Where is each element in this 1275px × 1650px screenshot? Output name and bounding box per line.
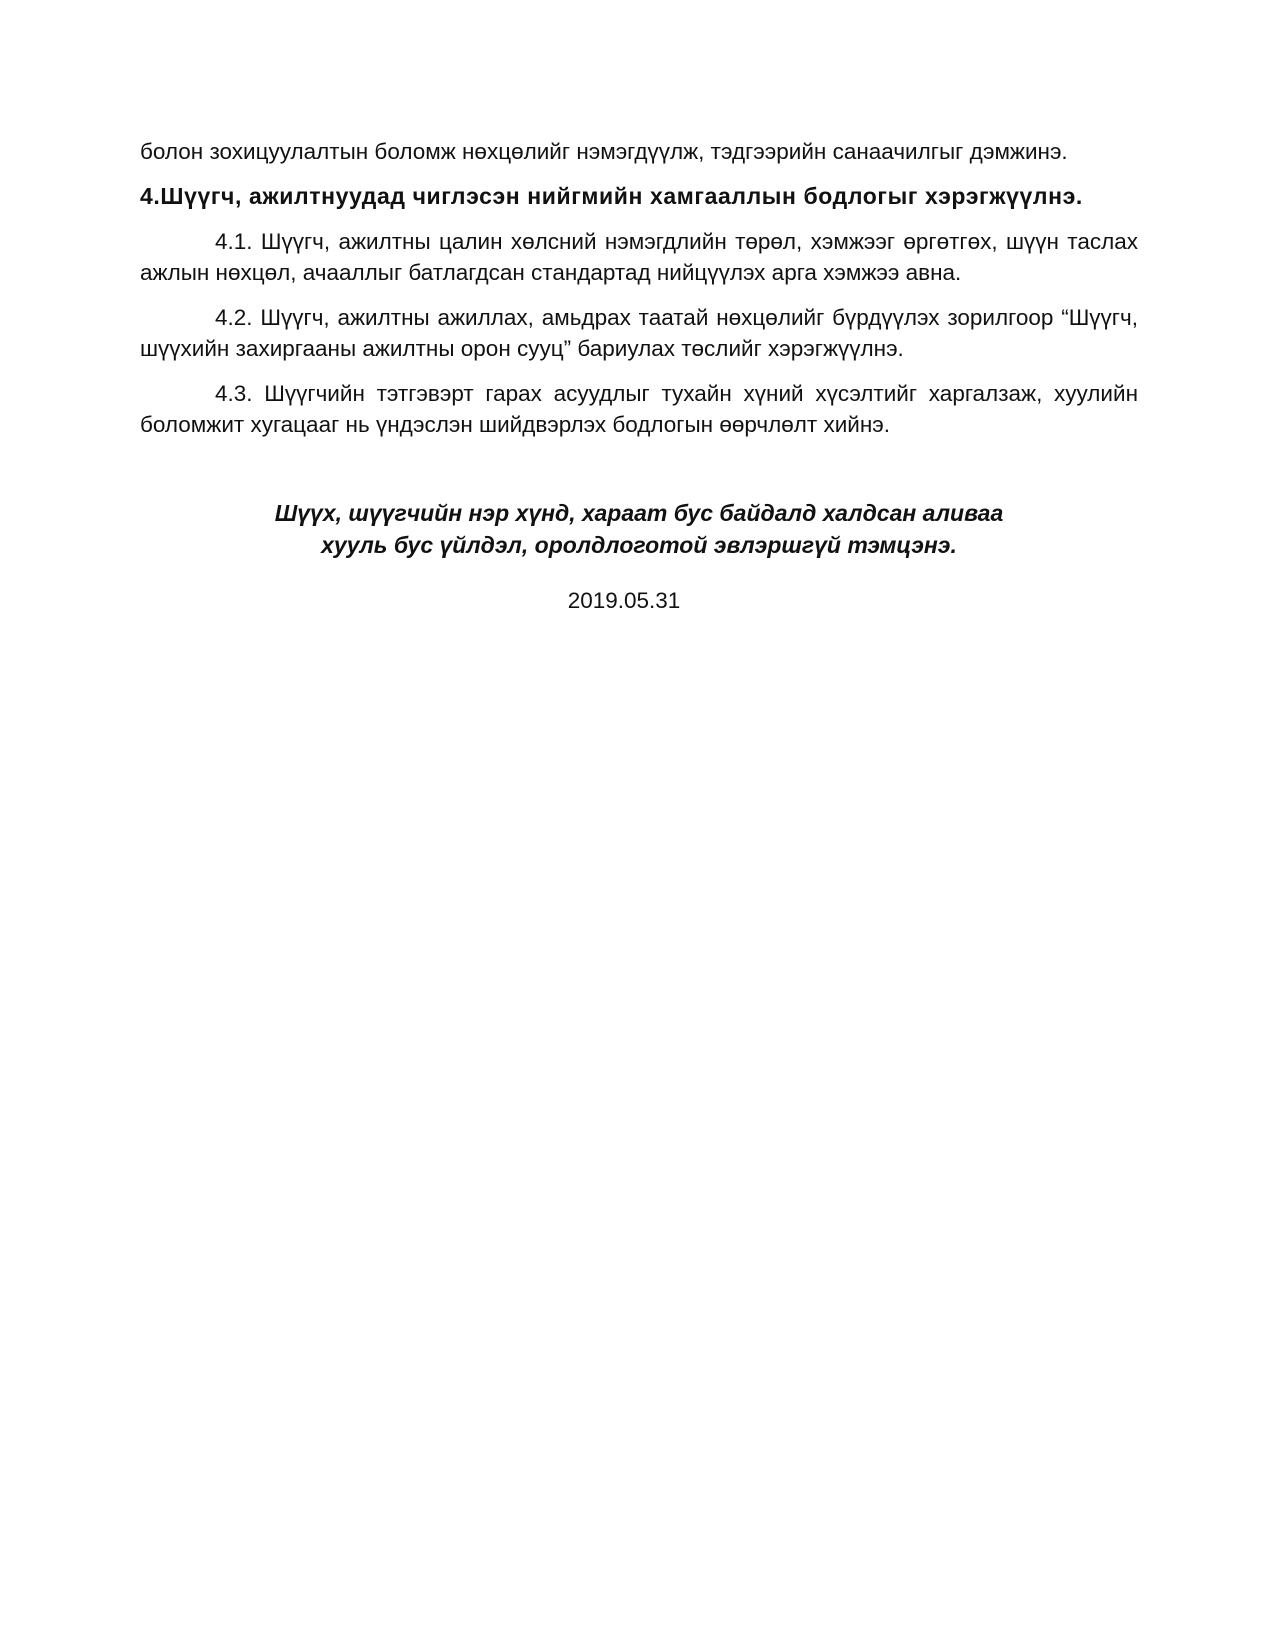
item-4-1: 4.1. Шүүгч, ажилтны цалин хөлсний нэмэгдлийн төрөл, хэмжээг өргөтгөх, шүүн таслах ажлын нөхцөл, ачааллыг батлагдсан стандартад нийцүүлэх арга хэмжээ авна. bbox=[140, 229, 1138, 285]
motto bbox=[140, 497, 1138, 561]
section-heading: 4.Шүүгч, ажилтнуудад чиглэсэн нийгмийн хамгааллын бодлогыг хэрэгжүүлнэ. bbox=[140, 183, 1083, 209]
document-date: 2019.05.31 bbox=[567, 588, 681, 613]
motto-line-2: хууль бус үйлдэл, оролдлоготой эвлэршгүй тэмцэнэ. bbox=[321, 532, 957, 558]
intro-paragraph: болон зохицуулалтын боломж нөхцөлийг нэмэгдүүлж, тэдгээрийн санаачилгыг дэмжинэ. bbox=[140, 139, 1068, 164]
item-4-3: 4.3. Шүүгчийн тэтгэвэрт гарах асуудлыг тухайн хүний хүсэлтийг харгалзаж, хуулийн боломжит хугацааг нь үндэслэн шийдвэрлэх бодлогын өөрчлөлт хийнэ. bbox=[140, 381, 1138, 437]
document-page bbox=[140, 136, 1138, 616]
item-4-2: 4.2. Шүүгч, ажилтны ажиллах, амьдрах таатай нөхцөлийг бүрдүүлэх зорилгоор “Шүүгч, шүүхийн захиргааны ажилтны орон сууц” бариулах төслийг хэрэгжүүлнэ. bbox=[140, 305, 1138, 361]
motto-line-1: Шүүх, шүүгчийн нэр хүнд, хараат бус байдалд халдсан аливаа bbox=[274, 500, 1004, 526]
